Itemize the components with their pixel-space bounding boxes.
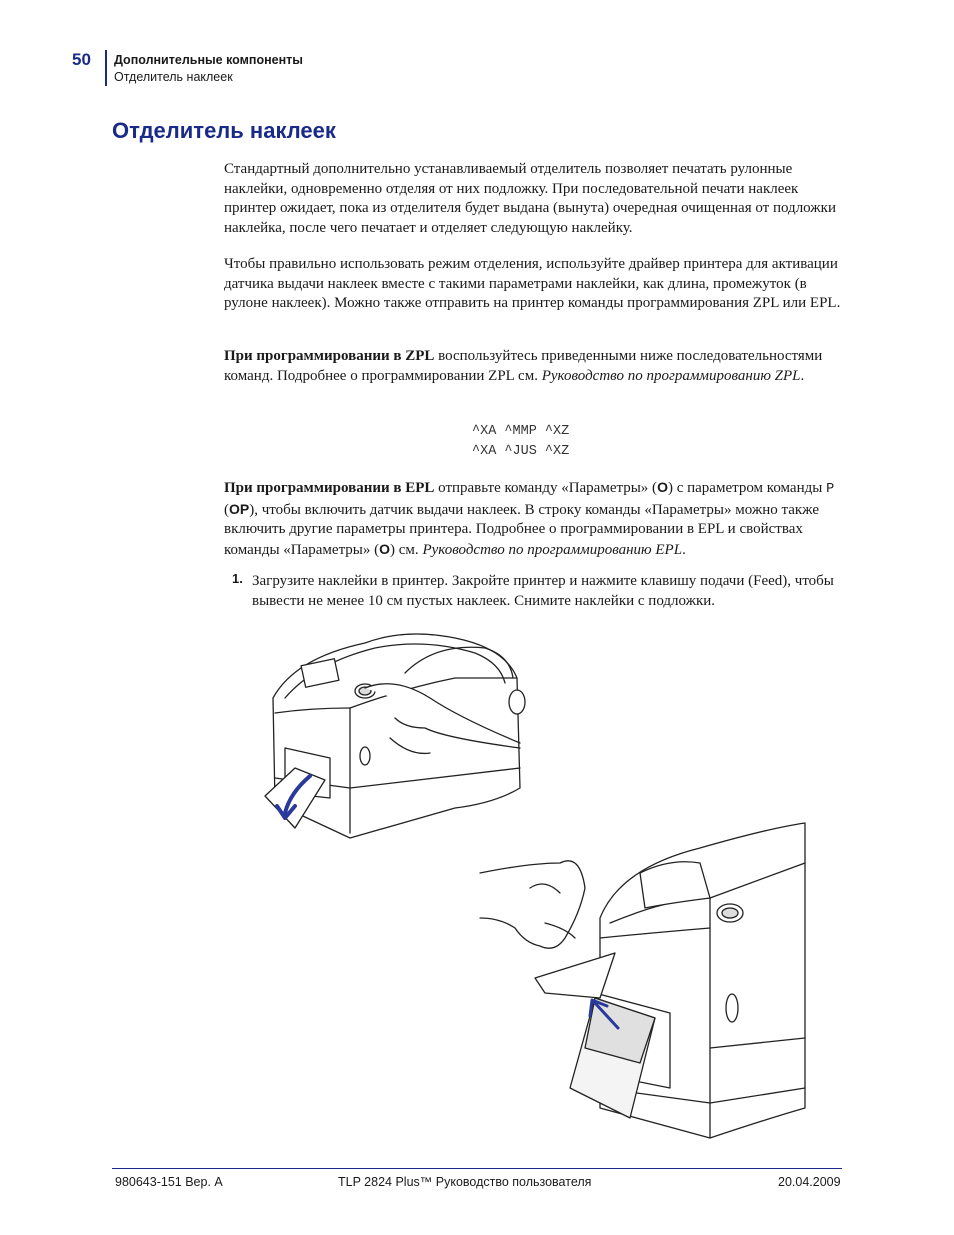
epl-cmd-o2: O: [379, 540, 391, 557]
epl-cmd-o: O: [657, 479, 668, 495]
footer-doc-number: 980643-151 Вер. A: [115, 1175, 223, 1189]
zpl-ref: Руководство по программированию ZPL: [541, 367, 801, 384]
epl-text: ) см.: [390, 541, 423, 558]
epl-cmd-op: OP: [229, 500, 250, 517]
label-removal-illustration: [470, 818, 810, 1143]
code-block: [472, 422, 569, 462]
footer-divider: [112, 1168, 842, 1169]
header-subsection: Отделитель наклеек: [114, 70, 233, 84]
epl-paragraph: [224, 478, 844, 560]
epl-text: ), чтобы включить датчик выдачи наклеек. В строку команды «Параметры» можно также включить другие параметры принтера. Подробнее о программировании в EPL и свойствах команды «Параметры» (: [224, 501, 819, 558]
code-line: ^XA ^MMP ^XZ: [472, 424, 570, 439]
mode-paragraph: Чтобы правильно использовать режим отделения, используйте драйвер принтера для активации датчика выдачи наклеек вместе с такими параметрами наклейки, как длина, промежуток (в рулоне наклеек). Можно также отправить на принтер команды программирования ZPL или EPL.: [224, 256, 841, 311]
epl-text: ) с параметром команды: [667, 480, 827, 496]
epl-text: отправьте команду «Параметры» (: [434, 480, 658, 496]
code-line: ^XA ^JUS ^XZ: [472, 444, 570, 459]
epl-param-p: P: [826, 482, 835, 497]
footer-manual-title: TLP 2824 Plus™ Руководство пользователя: [338, 1175, 592, 1189]
step-text: Загрузите наклейки в принтер. Закройте принтер и нажмите клавишу подачи (Feed), чтобы вывести не менее 10 см пустых наклеек. Снимите наклейки с подложки.: [252, 573, 834, 609]
epl-lead: При программировании в EPL: [224, 480, 435, 496]
epl-text: (: [224, 501, 229, 518]
epl-ref: Руководство по программированию EPL: [422, 541, 683, 558]
zpl-lead: При программировании в ZPL: [224, 348, 435, 364]
footer-date: 20.04.2009: [778, 1175, 841, 1189]
printer-feed-illustration: [255, 618, 540, 848]
step-number: 1.: [232, 571, 243, 586]
page-title: Отделитель наклеек: [112, 118, 336, 143]
header-section: Дополнительные компоненты: [114, 53, 303, 67]
zpl-text: воспользуйтесь приведенными ниже последовательностями команд. Подробнее о программировании ZPL см.: [224, 348, 823, 384]
intro-paragraph: Стандартный дополнительно устанавливаемый отделитель позволяет печатать рулонные наклейки, одновременно отделяя от них подложку. При последовательной печати наклеек принтер ожидает, пока из отделителя будет выдана (вынута) очередная очищенная от подложки наклейка, после чего печатает и отделяет следующую наклейку.: [224, 161, 836, 236]
header-divider: [105, 50, 107, 86]
zpl-paragraph: [224, 347, 844, 386]
epl-end: .: [682, 541, 686, 558]
page-number: 50: [72, 50, 91, 69]
zpl-end: .: [800, 367, 805, 384]
